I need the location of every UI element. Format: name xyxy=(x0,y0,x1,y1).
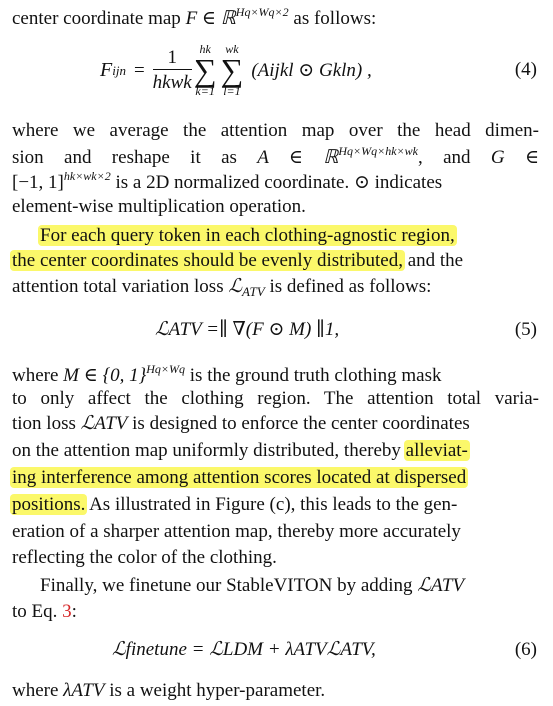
text-span: attention total variation loss xyxy=(12,276,224,297)
sigma-symbol: ∑ xyxy=(193,52,217,88)
highlighted-text: positions. xyxy=(12,494,86,515)
text-line xyxy=(12,6,376,28)
math-L-ATV: ℒATV xyxy=(417,575,465,596)
math-in-R: ∈ ℝ xyxy=(201,8,236,29)
math-G: G ∈ xyxy=(490,147,540,168)
text-line: eration of a sharper attention map, thereby more accurately xyxy=(12,521,461,542)
text-span: is defined as follows: xyxy=(269,276,432,297)
text-span: is a 2D normalized coordinate. ⊙ indicates xyxy=(115,172,443,193)
text-span: to Eq. xyxy=(12,601,58,622)
text-line: where we average the attention map over the head dimen- xyxy=(12,120,539,141)
math-M: M ∈ {0, 1} xyxy=(63,365,147,386)
equation-number: (6) xyxy=(514,639,537,660)
text-span: where xyxy=(12,365,59,386)
text-line xyxy=(12,468,466,487)
fraction-denominator: hkwk xyxy=(152,72,192,93)
math-subscript: ATV xyxy=(242,284,265,299)
text-span: is designed to enforce the center coordinates xyxy=(132,413,470,434)
text-span: is the ground truth clothing mask xyxy=(189,365,442,386)
equation-5: ℒATV =∥ ∇(F ⊙ M) ∥1, xyxy=(155,319,340,340)
sigma-symbol: ∑ xyxy=(220,52,244,88)
text-line xyxy=(12,602,77,621)
math-F: F xyxy=(185,8,198,29)
text-line xyxy=(40,226,455,245)
text-span: and the xyxy=(407,250,464,271)
sum-lower-limit: l=1 xyxy=(223,84,241,98)
highlighted-text: the center coordinates should be evenly distributed, xyxy=(12,250,403,271)
equation-number: (4) xyxy=(514,59,537,80)
math-lhs: F xyxy=(100,59,113,81)
math-L-ATV: ℒATV xyxy=(80,413,128,434)
text-line xyxy=(12,414,470,433)
text-span: tion loss xyxy=(12,413,76,434)
text-span: on the attention map uniformly distributed, thereby xyxy=(12,440,401,461)
math-subscript: ijn xyxy=(112,62,126,78)
equation-6: ℒfinetune = ℒLDM + λATVℒATV, xyxy=(112,639,376,660)
text-span: is a weight hyper-parameter. xyxy=(109,680,326,701)
highlighted-text: ing interference among attention scores located at dispersed xyxy=(12,467,467,488)
sum-upper-limit: hk xyxy=(199,42,211,56)
summation-l xyxy=(221,43,244,97)
fraction-numerator: 1 xyxy=(153,48,192,70)
text-line xyxy=(12,251,463,270)
text-span: as follows: xyxy=(293,8,377,29)
math-fraction xyxy=(153,48,192,92)
math-equals: = xyxy=(133,59,145,81)
math-body: (Aijkl ⊙ Gkln) , xyxy=(251,59,372,81)
text-line xyxy=(12,277,431,298)
text-span: , and xyxy=(417,147,471,168)
math-lambda: λATV xyxy=(63,680,105,701)
math-superscript: hk×wk×2 xyxy=(63,169,111,183)
summation-k xyxy=(194,43,217,97)
math-L: ℒ xyxy=(228,276,243,297)
equation-4 xyxy=(100,30,372,110)
math-superscript: Hq×Wq×hk×wk xyxy=(338,144,418,158)
math-superscript: Hq×Wq×2 xyxy=(235,5,289,19)
text-line xyxy=(12,145,539,167)
text-span: center coordinate map xyxy=(12,8,181,29)
text-line xyxy=(12,170,442,192)
text-span: Finally, we finetune our StableVITON by adding xyxy=(40,575,413,596)
text-line: to only affect the clothing region. The attention total varia- xyxy=(12,388,539,409)
text-span: As illustrated in Figure (c), this leads to the gen- xyxy=(89,494,458,515)
text-span: : xyxy=(71,601,77,622)
highlighted-text: For each query token in each clothing-agnostic region, xyxy=(40,225,455,246)
text-line xyxy=(12,363,442,385)
text-line xyxy=(12,441,468,460)
text-line xyxy=(12,495,457,514)
highlighted-text: alleviat- xyxy=(405,440,468,461)
text-line xyxy=(40,576,464,595)
math-interval: [−1, 1] xyxy=(12,172,64,193)
text-span: where xyxy=(12,680,59,701)
text-span: sion and reshape it as xyxy=(12,147,237,168)
math-A: A ∈ ℝ xyxy=(257,147,339,168)
sum-lower-limit: k=1 xyxy=(195,84,215,98)
text-line xyxy=(12,681,325,700)
sum-upper-limit: wk xyxy=(225,42,239,56)
math-superscript: Hq×Wq xyxy=(146,362,186,376)
equation-link[interactable]: 3 xyxy=(62,601,72,622)
text-line: reflecting the color of the clothing. xyxy=(12,547,277,568)
equation-number: (5) xyxy=(514,319,537,340)
text-line: element-wise multiplication operation. xyxy=(12,196,306,217)
